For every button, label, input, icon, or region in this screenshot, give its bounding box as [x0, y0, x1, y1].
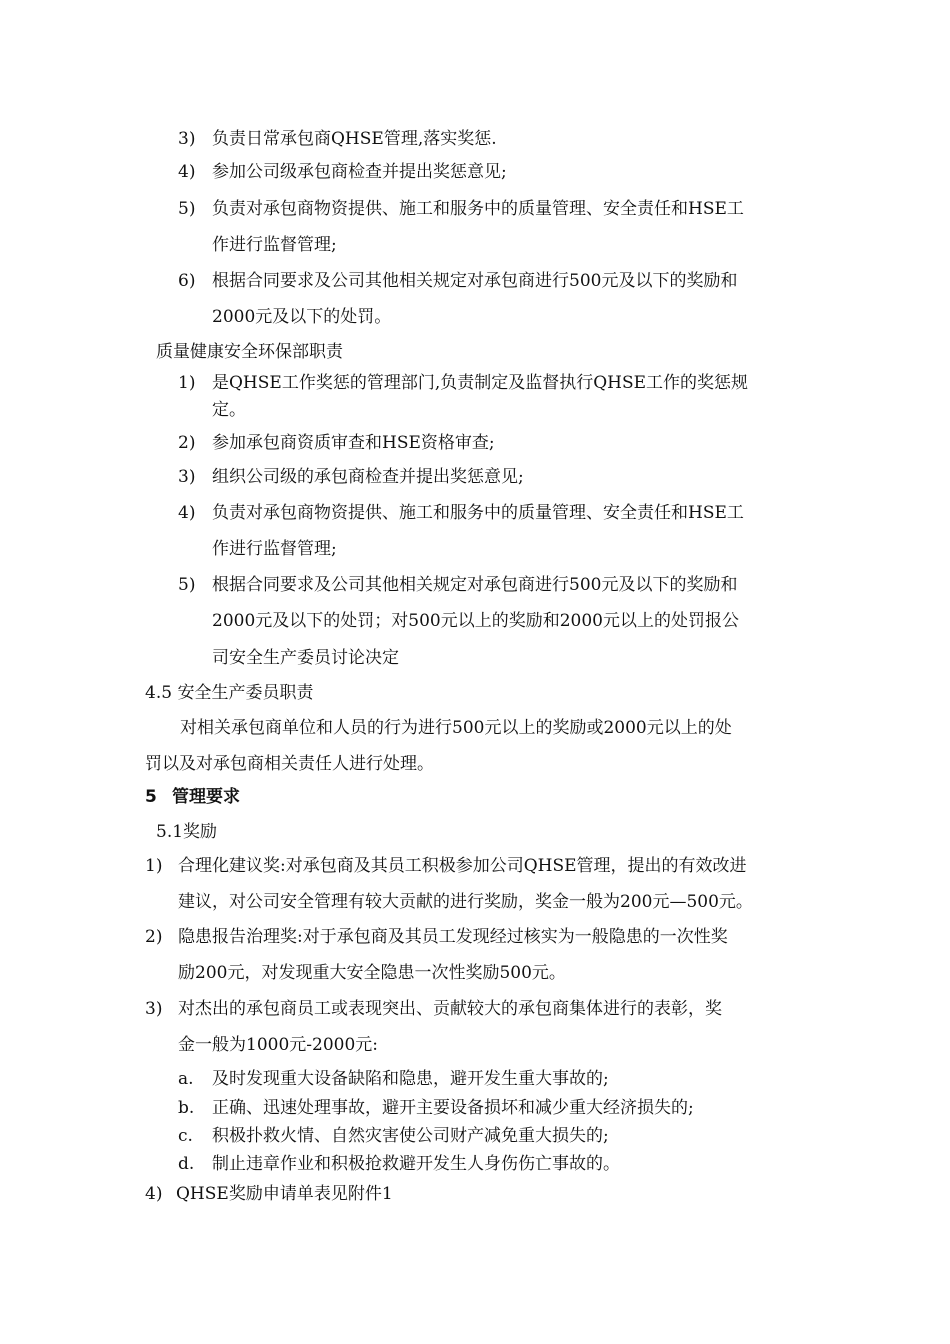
list-item-text: 负责对承包商物资提供、施工和服务中的质量管理、安全责任和HSE工	[212, 503, 744, 523]
sublist-item-text: 制止违章作业和积极抢救避开发生人身伤伤亡事故的。	[212, 1154, 620, 1174]
list-item-number: 4)	[178, 162, 196, 182]
list-item-text: 隐患报告治理奖:对于承包商及其员工发现经过核实为一般隐患的一次性奖	[178, 927, 728, 947]
list-item-number: 4)	[145, 1184, 163, 1204]
list-item-number: 2)	[178, 433, 196, 453]
section-number-5: 5	[145, 787, 157, 807]
list-item-text-continued: 2000元及以下的处罚；对500元以上的奖励和2000元以上的处罚报公	[212, 611, 739, 631]
section-title-5: 管理要求	[172, 787, 240, 807]
sublist-item-text: 积极扑救火情、自然灾害使公司财产减免重大损失的;	[212, 1126, 609, 1146]
list-item-number: 3)	[178, 129, 196, 149]
list-item-text: 是QHSE工作奖惩的管理部门,负责制定及监督执行QHSE工作的奖惩规	[212, 373, 749, 393]
list-item-number: 6)	[178, 271, 196, 291]
list-item-text-continued: 司安全生产委员讨论决定	[212, 648, 399, 668]
list-item-number: 3)	[145, 999, 163, 1019]
list-item-text: 根据合同要求及公司其他相关规定对承包商进行500元及以下的奖励和	[212, 271, 738, 291]
sublist-item-text: 及时发现重大设备缺陷和隐患，避开发生重大事故的;	[212, 1069, 609, 1089]
list-item-text: 参加承包商资质审查和HSE资格审查;	[212, 433, 495, 453]
list-item-text-continued: 金一般为1000元-2000元:	[178, 1035, 378, 1055]
list-item-number: 1)	[145, 856, 163, 876]
list-item-text: 参加公司级承包商检查并提出奖惩意见;	[212, 162, 507, 182]
list-item-text-continued: 定。	[212, 400, 246, 420]
section-heading-qhse-dept: 质量健康安全环保部职责	[156, 342, 343, 362]
sublist-item-label: a.	[178, 1069, 194, 1089]
list-item-text: 负责日常承包商QHSE管理,落实奖惩.	[212, 129, 497, 149]
list-item-number: 4)	[178, 503, 196, 523]
list-item-text-continued: 作进行监督管理;	[212, 235, 337, 255]
list-item-text: 对杰出的承包商员工或表现突出、贡献较大的承包商集体进行的表彰，奖	[178, 999, 722, 1019]
list-item-text: 合理化建议奖:对承包商及其员工积极参加公司QHSE管理，提出的有效改进	[178, 856, 747, 876]
list-item-number: 5)	[178, 575, 196, 595]
list-item-text: 组织公司级的承包商检查并提出奖惩意见;	[212, 467, 524, 487]
list-item-text: QHSE奖励申请单表见附件1	[176, 1184, 393, 1204]
list-item-number: 1)	[178, 373, 196, 393]
list-item-text: 根据合同要求及公司其他相关规定对承包商进行500元及以下的奖励和	[212, 575, 738, 595]
list-item-text-continued: 励200元，对发现重大安全隐患一次性奖励500元。	[178, 963, 566, 983]
sublist-item-label: c.	[178, 1126, 193, 1146]
sublist-item-label: d.	[178, 1154, 195, 1174]
paragraph-line-continued: 罚以及对承包商相关责任人进行处理。	[145, 754, 434, 774]
sublist-item-text: 正确、迅速处理事故，避开主要设备损坏和减少重大经济损失的;	[212, 1098, 694, 1118]
list-item-text-continued: 建议，对公司安全管理有较大贡献的进行奖励，奖金一般为200元—500元。	[178, 892, 753, 912]
sublist-item-label: b.	[178, 1098, 195, 1118]
subsection-heading-5-1: 5.1奖励	[156, 822, 218, 842]
paragraph-line: 对相关承包商单位和人员的行为进行500元以上的奖励或2000元以上的处	[180, 718, 732, 738]
list-item-number: 5)	[178, 199, 196, 219]
list-item-number: 3)	[178, 467, 196, 487]
list-item-text-continued: 作进行监督管理;	[212, 539, 337, 559]
section-heading-4-5: 4.5 安全生产委员职责	[145, 683, 314, 703]
list-item-text: 负责对承包商物资提供、施工和服务中的质量管理、安全责任和HSE工	[212, 199, 744, 219]
list-item-text-continued: 2000元及以下的处罚。	[212, 307, 392, 327]
list-item-number: 2)	[145, 927, 163, 947]
